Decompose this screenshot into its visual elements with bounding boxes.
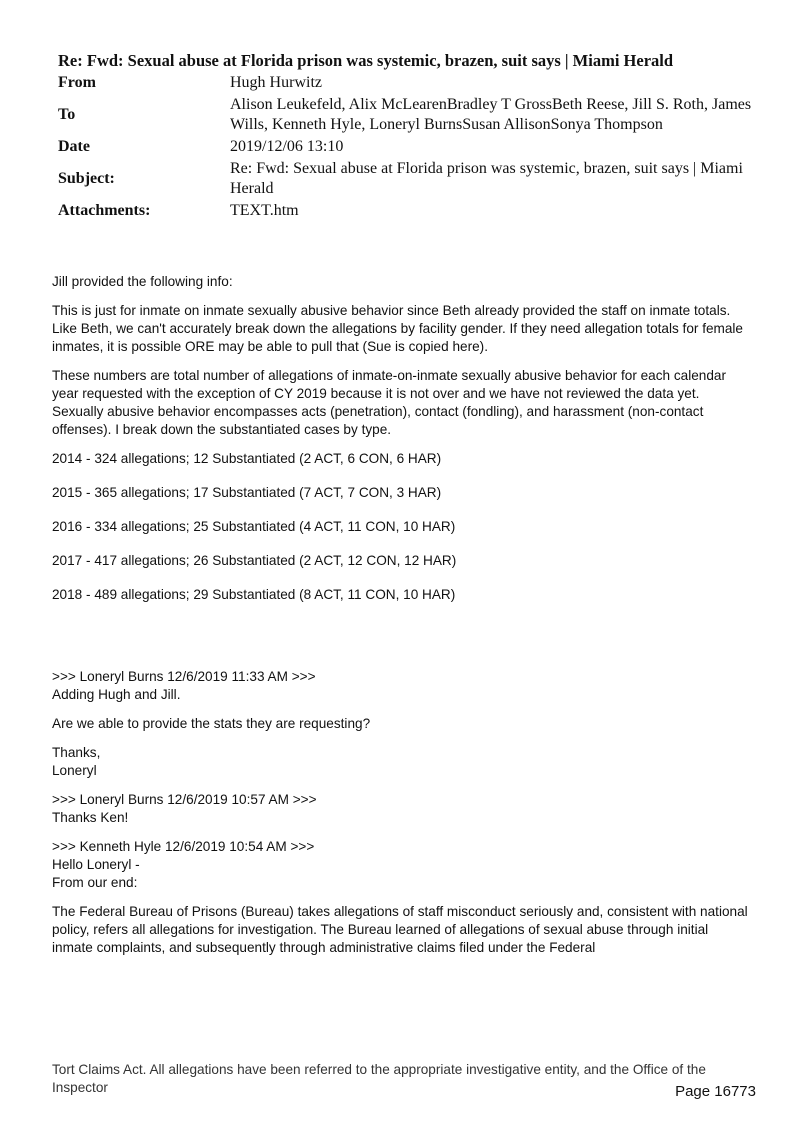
date-label: Date: [58, 138, 90, 155]
clipped-text: Tort Claims Act. All allegations have been referred to the appropriate investigative entity, and the Office of the Inspector: [52, 1062, 706, 1095]
message-line: Thanks,: [52, 745, 101, 760]
date-value: 2019/12/06 13:10: [230, 138, 344, 155]
date-row: [58, 136, 758, 158]
attachments-row: [58, 200, 758, 222]
email-body: [52, 273, 752, 968]
page-number: Page 16773: [675, 1083, 756, 1100]
subject-row: [58, 158, 758, 200]
quoted-message: [52, 668, 752, 704]
quote-header: >>> Loneryl Burns 12/6/2019 11:33 AM >>>: [52, 669, 316, 684]
paragraph: The Federal Bureau of Prisons (Bureau) takes allegations of staff misconduct seriously and, consistent with national policy, refers all allegations for investigation. The Bureau learned of allegations of sexual abuse through initial inmate complaints, and subsequently through administrative claims filed under the Federal: [52, 904, 748, 955]
spacer: [52, 620, 752, 668]
quote-header: >>> Kenneth Hyle 12/6/2019 10:54 AM >>>: [52, 839, 315, 854]
quoted-message: [52, 838, 752, 892]
subject-label: Subject:: [58, 170, 115, 187]
to-label: To: [58, 106, 76, 123]
email-title: Re: Fwd: Sexual abuse at Florida prison was systemic, brazen, suit says | Miami Herald: [58, 51, 674, 70]
stat-line: 2014 - 324 allegations; 12 Substantiated (2 ACT, 6 CON, 6 HAR): [52, 451, 442, 466]
to-row: [58, 94, 758, 136]
message-line: Are we able to provide the stats they are requesting?: [52, 716, 371, 731]
stat-line: 2015 - 365 allegations; 17 Substantiated (7 ACT, 7 CON, 3 HAR): [52, 485, 442, 500]
quoted-message: [52, 791, 752, 827]
signature: [52, 744, 752, 780]
message-line: From our end:: [52, 875, 138, 890]
message-line: Hello Loneryl -: [52, 857, 140, 872]
stat-line: 2016 - 334 allegations; 25 Substantiated (4 ACT, 11 CON, 10 HAR): [52, 519, 456, 534]
paragraph: This is just for inmate on inmate sexually abusive behavior since Beth already provided the staff on inmate totals. Like Beth, we can't accurately break down the allegations by facility gender. If they need allegation totals for female inmates, it is possible ORE may be able to pull that (Sue is copied here).: [52, 303, 743, 354]
attachments-label: Attachments:: [58, 202, 151, 219]
from-row: [58, 72, 758, 94]
from-label: From: [58, 74, 96, 91]
message-line: Loneryl: [52, 763, 97, 778]
message-line: Thanks Ken!: [52, 810, 129, 825]
quote-header: >>> Loneryl Burns 12/6/2019 10:57 AM >>>: [52, 792, 317, 807]
from-value: Hugh Hurwitz: [230, 74, 322, 91]
to-value: Alison Leukefeld, Alix McLearenBradley T GrossBeth Reese, Jill S. Roth, James Wills, Kenneth Hyle, Loneryl BurnsSusan AllisonSonya Thompson: [230, 96, 752, 133]
paragraph: These numbers are total number of allegations of inmate-on-inmate sexually abusive behavior for each calendar year requested with the exception of CY 2019 because it is not over and we have not reviewed the data yet. Sexually abusive behavior encompasses acts (penetration), contact (fondling), and harassment (non-contact offenses). I break down the substantiated cases by type.: [52, 368, 727, 437]
subject-value: Re: Fwd: Sexual abuse at Florida prison was systemic, brazen, suit says | Miami Herald: [230, 160, 743, 197]
email-header: [58, 50, 758, 222]
stat-line: 2018 - 489 allegations; 29 Substantiated (8 ACT, 11 CON, 10 HAR): [52, 587, 456, 602]
intro-text: Jill provided the following info:: [52, 274, 233, 289]
message-line: Adding Hugh and Jill.: [52, 687, 181, 702]
attachments-value[interactable]: TEXT.htm: [230, 202, 299, 219]
stat-line: 2017 - 417 allegations; 26 Substantiated (2 ACT, 12 CON, 12 HAR): [52, 553, 457, 568]
